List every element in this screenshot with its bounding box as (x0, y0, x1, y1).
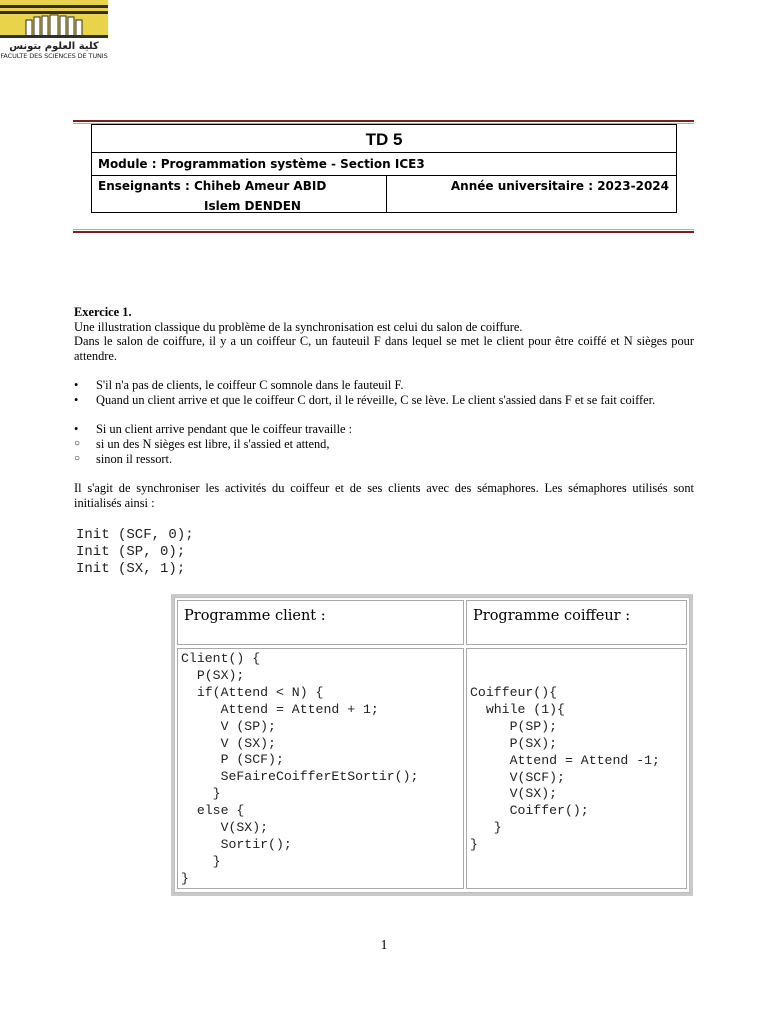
list-item (74, 393, 694, 423)
coiffeur-code-cell (466, 648, 687, 889)
list-item (74, 452, 694, 467)
exercise-title: Exercice 1. (74, 305, 132, 319)
bullet-marker: ○ (74, 438, 81, 449)
list-item-text: Si un client arrive pendant que le coiffeur travaille : (96, 422, 353, 436)
header-table (91, 124, 677, 213)
list-item-text: si un des N sièges est libre, il s'assied et attend, (96, 437, 330, 451)
init-line: Init (SX, 1); (76, 561, 186, 577)
list-item (74, 437, 694, 452)
client-header: Programme client : (177, 600, 464, 645)
header-divider (386, 176, 387, 213)
logo-arabic-text: كلية العلوم بتونس (9, 41, 99, 52)
init-line: Init (SCF, 0); (76, 527, 194, 543)
page-title: TD 5 (92, 125, 676, 153)
list-item (74, 378, 694, 393)
module-label: Module : Programmation système - Section ICE3 (92, 153, 676, 176)
header-rule-bottom (73, 231, 694, 233)
list-item (74, 422, 694, 437)
academic-year: Année universitaire : 2023-2024 (450, 179, 669, 193)
coiffeur-code: Coiffeur(){ while (1){ P(SP); P(SX); Attend = Attend -1; V(SCF); V(SX); Coiffer(); } } (470, 685, 660, 853)
code-table (171, 594, 693, 896)
client-code: Client() { P(SX); if(Attend < N) { Attend = Attend + 1; V (SP); V (SX); P (SCF); SeFaireCoifferEtSortir(); } else { V(SX); Sortir(); } } (181, 651, 419, 886)
list-item-text: S'il n'a pas de clients, le coiffeur C somnole dans le fauteuil F. (96, 378, 404, 392)
coiffeur-header: Programme coiffeur : (466, 600, 687, 645)
list-item-text: Quand un client arrive et que le coiffeur C dort, il le réveille, C se lève. Le client s'assied dans F et se fait coiffer. (96, 393, 656, 407)
page-number: 1 (380, 938, 388, 953)
faculty-logo (0, 0, 108, 62)
bullet-marker: • (74, 378, 79, 392)
bullet-marker: • (74, 393, 79, 407)
bullet-marker: ○ (74, 453, 81, 464)
header-rule-bottom-thin (73, 229, 694, 230)
exercise-intro-1: Une illustration classique du problème de la synchronisation est celui du salon de coiffure. (74, 320, 523, 334)
teacher-second: Islem DENDEN (204, 199, 301, 213)
header-info-row (92, 176, 676, 213)
exercise-intro-2: Dans le salon de coiffure, il y a un coiffeur C, un fauteuil F dans lequel se met le client pour être coiffé et N sièges pour attendre. (74, 334, 694, 363)
logo-french-text: FACULTE DES SCIENCES DE TUNIS (0, 52, 108, 60)
client-code-cell (177, 648, 464, 889)
bullet-marker: • (74, 422, 79, 436)
list-item-text: sinon il ressort. (96, 452, 173, 466)
semaphores-paragraph: Il s'agit de synchroniser les activités du coiffeur et de ses clients avec des sémaphores. Les sémaphores utilisés sont initialisés ainsi : (74, 481, 694, 510)
header-rule-top (73, 120, 694, 122)
teachers-label: Enseignants : Chiheb Ameur ABID (98, 179, 327, 193)
init-line: Init (SP, 0); (76, 544, 186, 560)
building-icon (0, 14, 108, 38)
